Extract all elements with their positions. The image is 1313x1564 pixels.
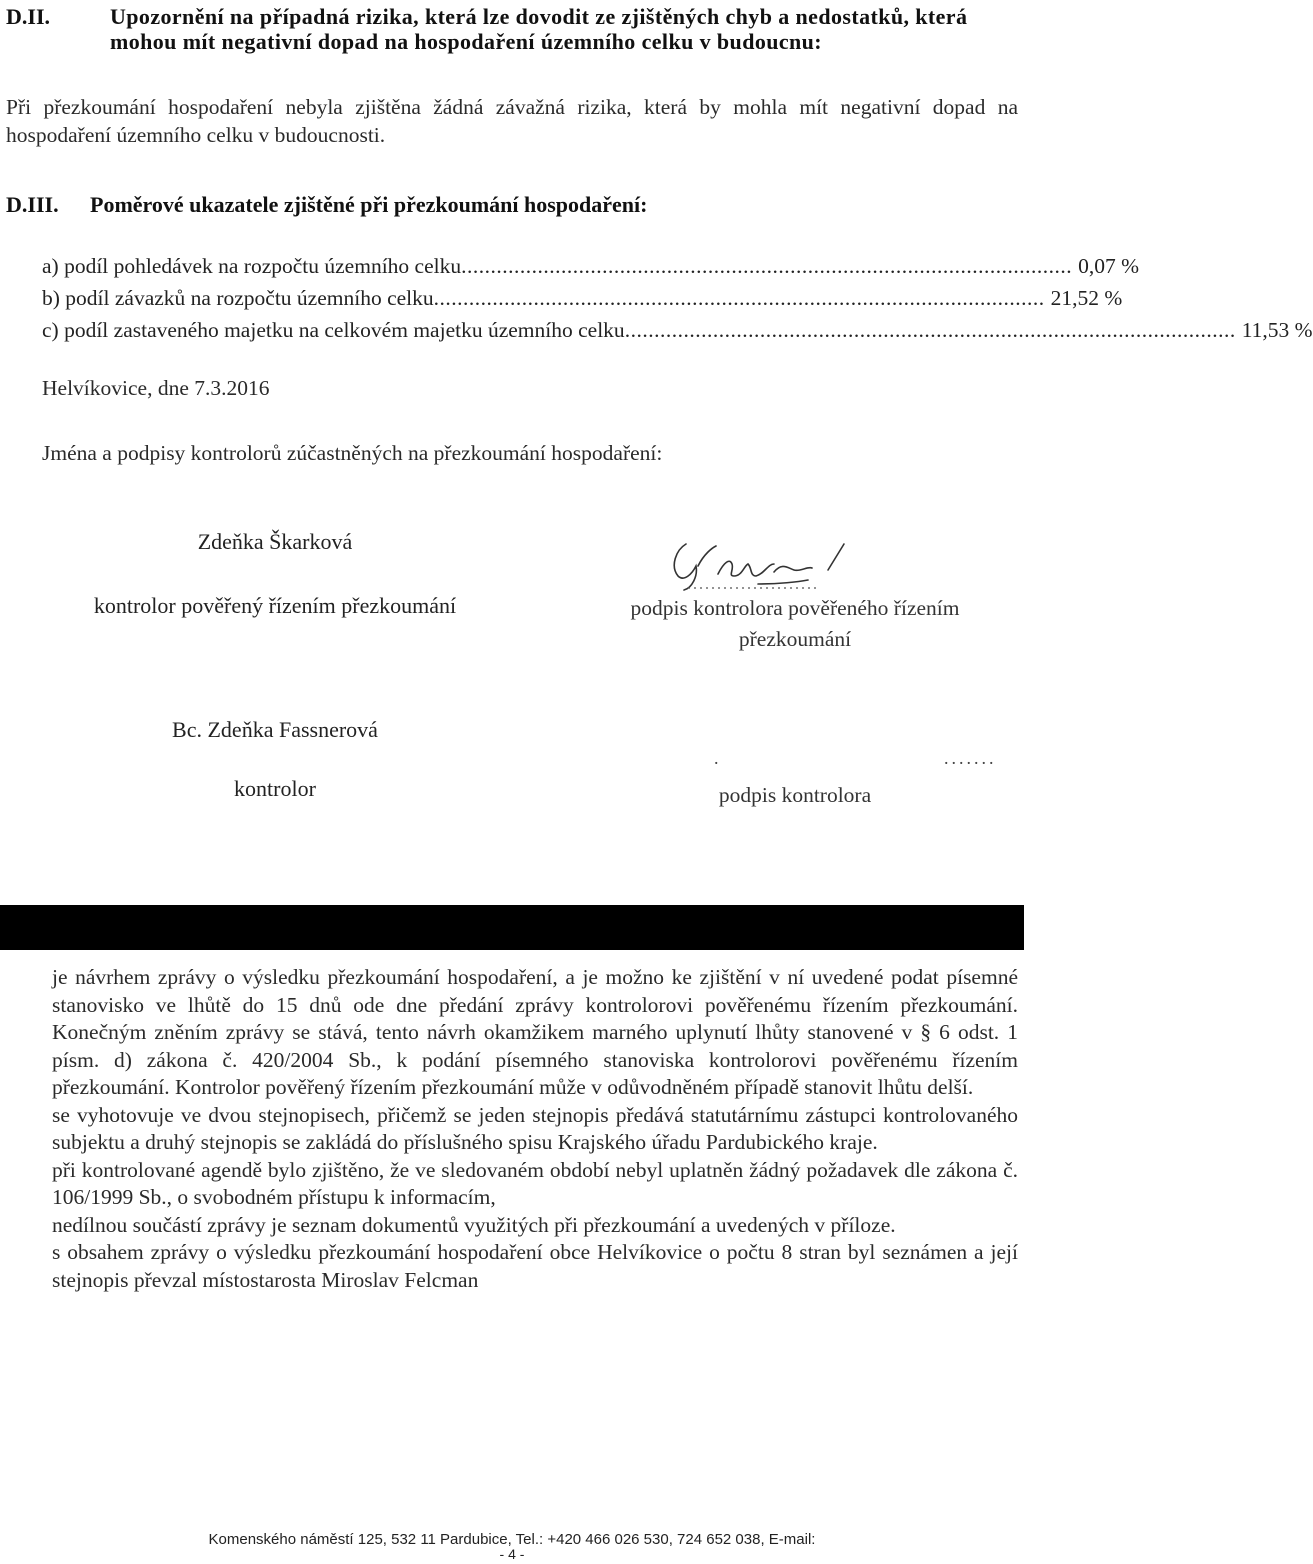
page-number: - 4 - [499,1546,525,1562]
note-item: je návrhem zprávy o výsledku přezkoumání hospodaření, a je možno ke zjištění v ní uvedené podat písemné stanovisko ve lhůtě do 15 dnů ode dne předání zprávy kontrolorovi pověřenému řízením přezkoumání. Konečným zněním zprávy se stává, tento návrh okamžikem marného uplynutí lhůty stanovené v § 6 odst. 1 písm. d) zákona č. 420/2004 Sb., k podání písemného stanoviska kontrolorovi pověřenému řízením přezkoumání. Kontrolor pověřený řízením přezkoumání může v odůvodněném případě stanovit lhůtu delší. [52,965,1018,1099]
note-item: se vyhotovuje ve dvou stejnopisech, přičemž se jeden stejnopis předává statutárnímu zástupci kontrolovaného subjektu a druhý stejnopis se zakládá do příslušného spisu Krajského úřadu Pardubického kraje. [52,1102,1018,1154]
place-date: Helvíkovice, dne 7.3.2016 [42,376,270,400]
ratio-row [42,253,1140,279]
signatory-2-role: kontrolor [234,776,316,801]
ratio-row [42,285,1123,311]
signature-caption: podpis kontrolora [718,783,872,807]
note-item: nedílnou součástí zprávy je seznam dokumentů využitých při přezkoumání a uvedených v příloze. [52,1212,896,1237]
dot-leader: ........................................................................................................ [624,318,1236,342]
signature-dot: . [714,748,722,768]
ratio-label: a) podíl pohledávek na rozpočtu územního celku [42,254,462,278]
ratio-label: b) podíl závazků na rozpočtu územního celku [42,286,434,310]
signatures-heading: Jména a podpisy kontrolorů zúčastněných na přezkoumání hospodaření: [42,441,663,465]
ratio-row [42,317,1313,343]
handwritten-signature [658,536,878,598]
notes-list [52,964,1018,1294]
dot-leader: ........................................................................................................ [433,286,1045,310]
ratio-value: 11,53 % [1241,318,1313,342]
signature-caption-line: podpis kontrolora pověřeného řízením [630,596,960,620]
section-d3-number: D.III. [6,192,59,217]
ratio-label: c) podíl zastaveného majetku na celkovém majetku územního celku [42,318,625,342]
section-d2-number: D.II. [6,4,51,29]
section-d3-title: Poměrové ukazatele zjištěné při přezkoumání hospodaření: [90,192,648,217]
ratio-value: 21,52 % [1050,286,1123,310]
section-d2-title: Upozornění na případná rizika, která lze dovodit ze zjištěných chyb a nedostatků, která mohou mít negativní dopad na hospodaření územního celku v budoucnu: [110,4,968,54]
signature-dot-line: ....... [944,748,997,768]
note-item: při kontrolované agendě bylo zjištěno, že ve sledovaném období nebyl uplatněn žádný požadavek dle zákona č. 106/1999 Sb., o svobodném přístupu k informacím, [52,1157,1018,1209]
signatory-2-name: Bc. Zdeňka Fassnerová [172,717,378,742]
signature-caption-line: přezkoumání [738,627,852,651]
note-item: s obsahem zprávy o výsledku přezkoumání hospodaření obce Helvíkovice o počtu 8 stran byl seznámen a její stejnopis převzal místostarosta Miroslav Felcman [52,1240,1018,1292]
redaction-band [0,905,1024,950]
ratio-value: 0,07 % [1078,254,1140,278]
footer-address: Komenského náměstí 125, 532 11 Pardubice, Tel.: +420 466 026 530, 724 652 038, E-mail: [208,1531,816,1548]
dot-leader: ........................................................................................................ [461,254,1073,278]
signatory-1-role: kontrolor pověřený řízením přezkoumání [93,593,457,618]
signatory-1-name: Zdeňka Škarková [197,529,353,554]
section-d2-text: Při přezkoumání hospodaření nebyla zjištěna žádná závažná rizika, která by mohla mít negativní dopad na hospodaření územního celku v budoucnosti. [6,95,1018,147]
signature-caption [570,593,1020,655]
